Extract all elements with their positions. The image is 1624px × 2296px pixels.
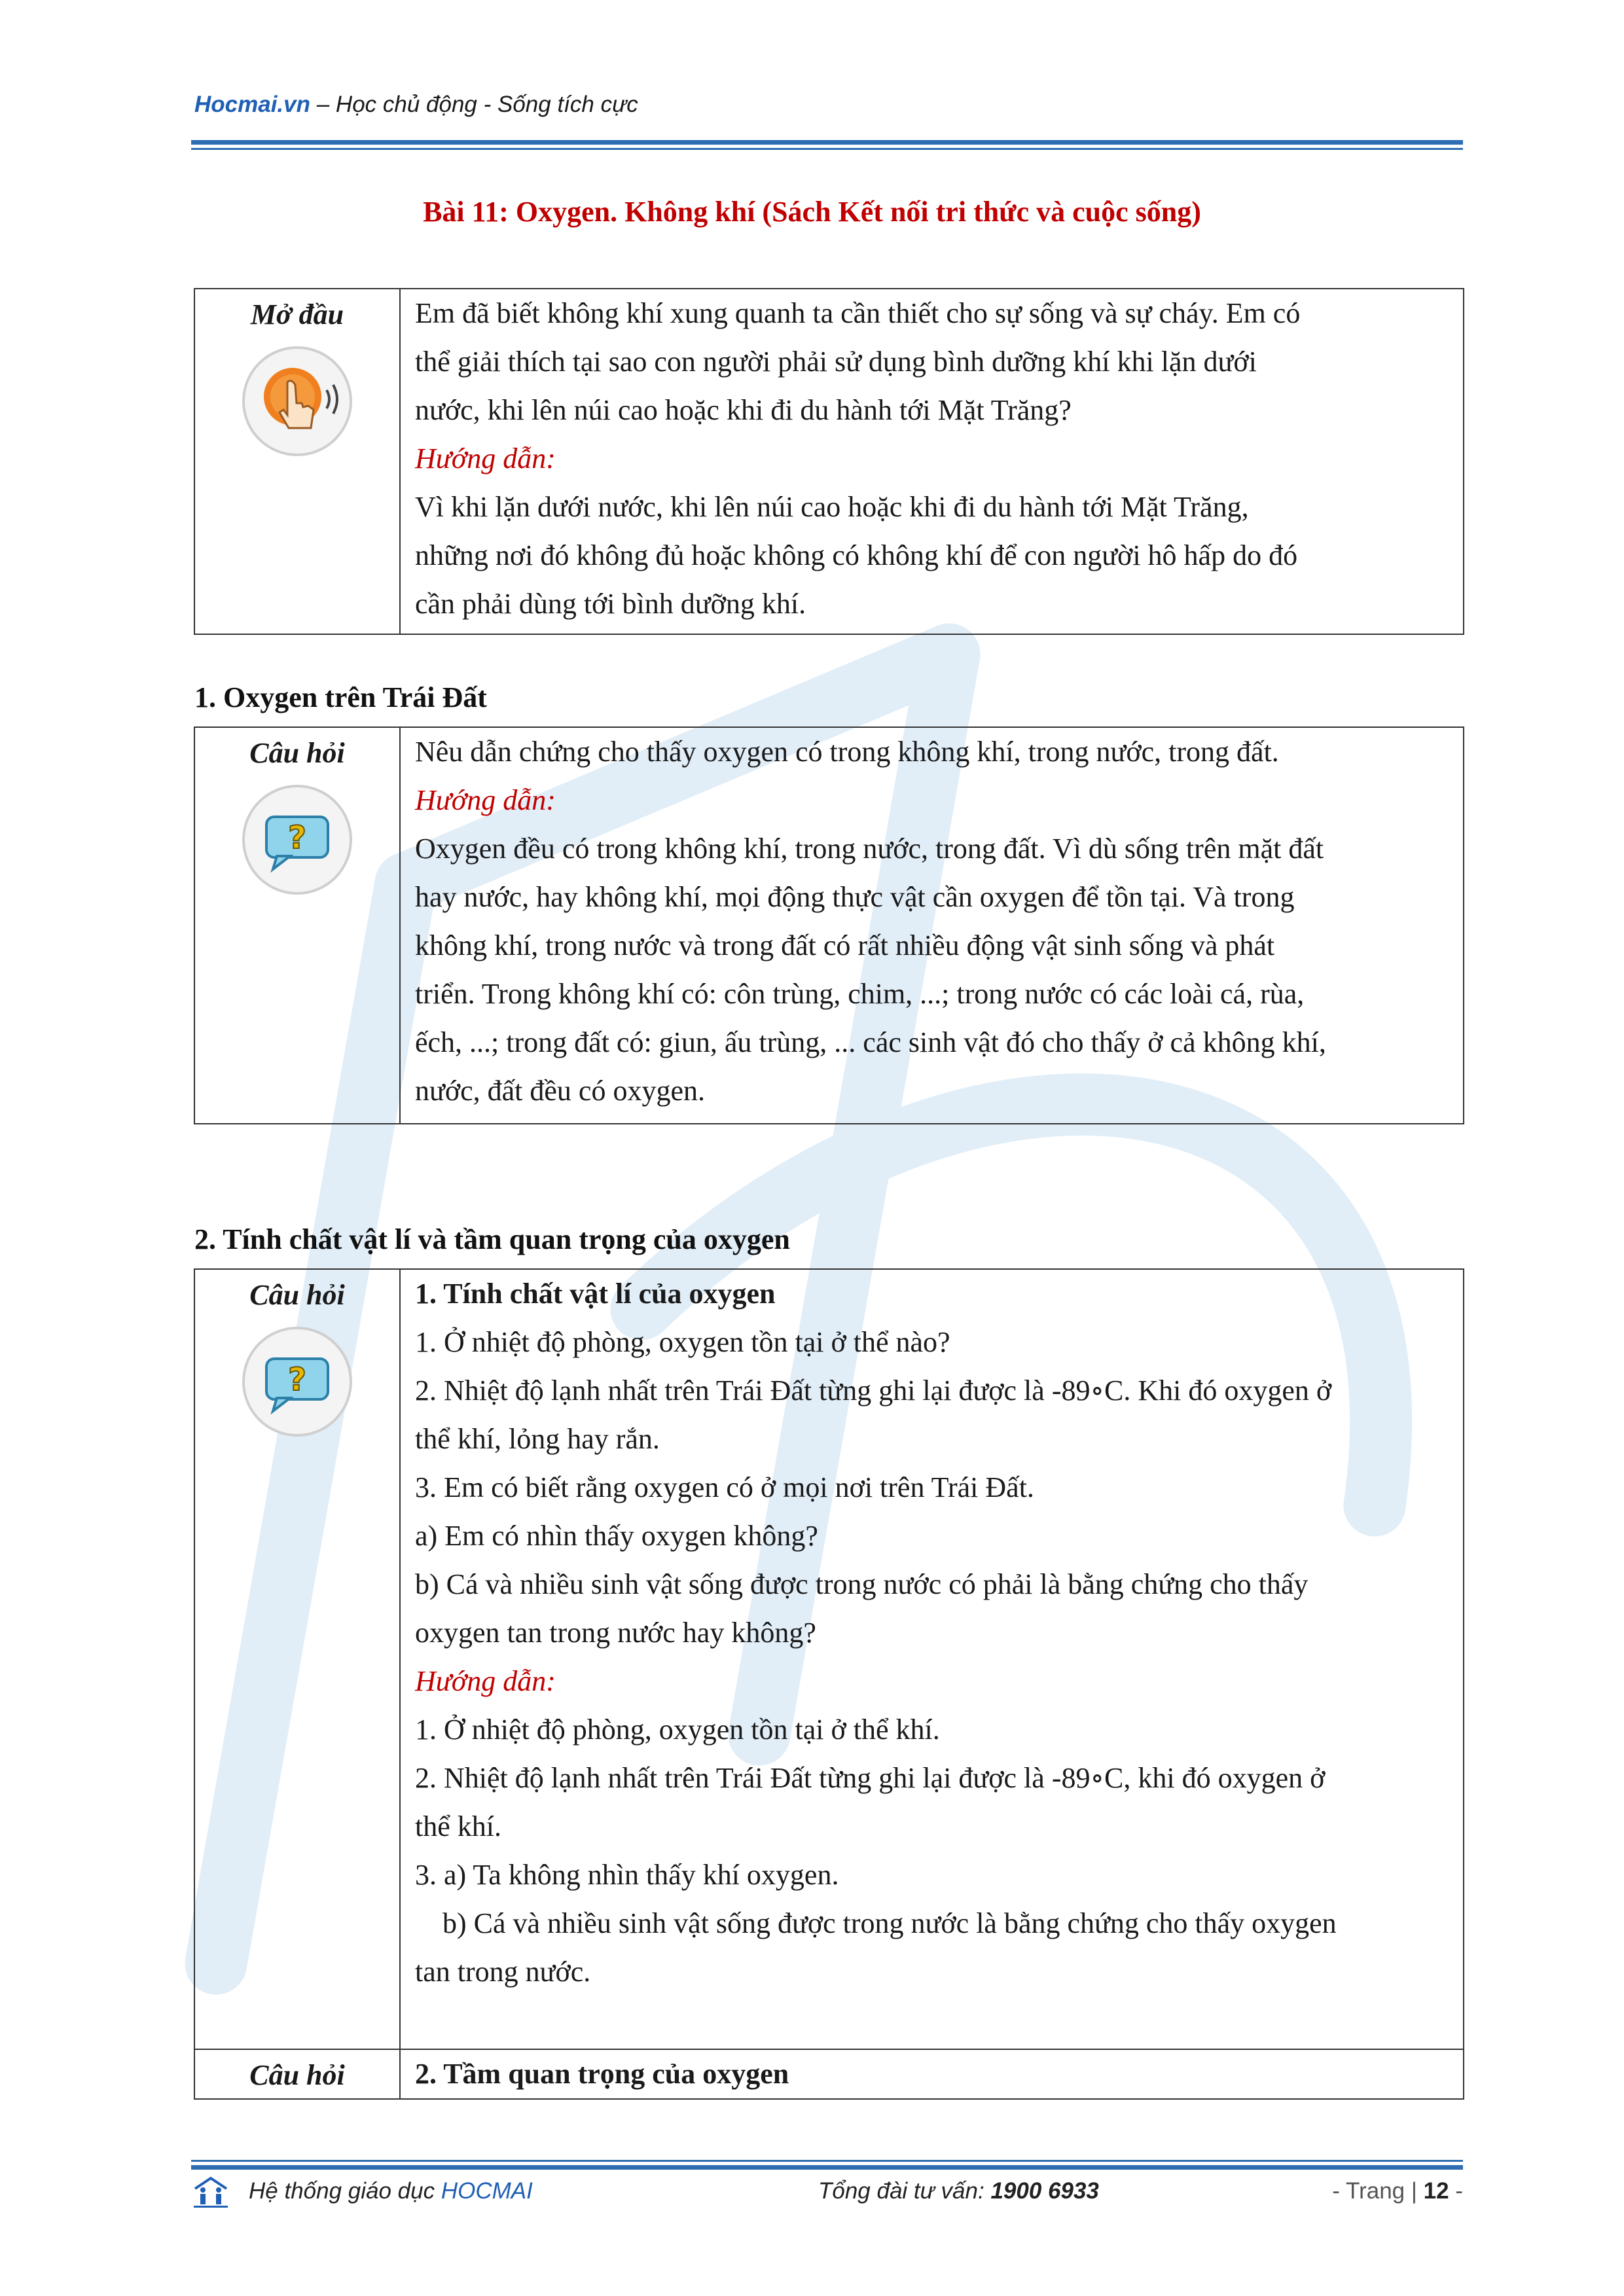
header-rule-thick [191, 140, 1463, 145]
svg-text:?: ? [288, 1361, 306, 1398]
section1-table [194, 726, 1464, 1124]
section1-label-cell [194, 727, 400, 1124]
section2-answer-line: thể khí. [415, 1810, 501, 1842]
section1-content-cell [400, 727, 1464, 1124]
footer-system-prefix: Hệ thống giáo dục [249, 2178, 441, 2204]
svg-text:?: ? [288, 819, 306, 856]
footer-hotline [818, 2178, 1099, 2204]
intro-question-line: thể giải thích tại sao con người phải sử dụng bình dưỡng khí khi lặn dưới [415, 346, 1257, 378]
footer-rule-thick [191, 2165, 1463, 2170]
section2-part2-label-cell [194, 2049, 400, 2099]
section2-answer-line: 2. Nhiệt độ lạnh nhất trên Trái Đất từng ghi lại được là -89∘C, khi đó oxygen ở [415, 1762, 1326, 1794]
intro-guide-label: Hướng dẫn: [415, 442, 556, 475]
section2-question-line: a) Em có nhìn thấy oxygen không? [415, 1520, 818, 1552]
section1-answer-line: hay nước, hay không khí, mọi động thực vật cần oxygen để tồn tại. Và trong [415, 881, 1295, 913]
intro-label-cell [194, 289, 400, 634]
section2-part2-subheading: 2. Tầm quan trọng của oxygen [415, 2058, 789, 2090]
section1-answer-line: không khí, trong nước và trong đất có rất nhiều động vật sinh sống và phát [415, 929, 1275, 961]
intro-answer-line: Vì khi lặn dưới nước, khi lên núi cao hoặc khi đi du hành tới Mặt Trăng, [415, 491, 1249, 523]
intro-label: Mở đầu [250, 298, 344, 331]
intro-question-line: Em đã biết không khí xung quanh ta cần thiết cho sự sống và sự cháy. Em có [415, 297, 1301, 329]
section2-part1-subheading: 1. Tính chất vật lí của oxygen [415, 1278, 776, 1310]
footer-page-value: 12 [1423, 2178, 1449, 2204]
footer-page-number [1263, 2178, 1463, 2204]
table-row [194, 1269, 1464, 2049]
footer-system-brand[interactable]: HOCMAI [441, 2178, 533, 2204]
section2-part2-label: Câu hỏi [249, 2059, 345, 2091]
section2-table [194, 1268, 1464, 2100]
section2-answer-line: b) Cá và nhiều sinh vật sống được trong nước là bằng chứng cho thấy oxygen [442, 1907, 1337, 1939]
section2-question-line: oxygen tan trong nước hay không? [415, 1617, 816, 1649]
section2-answer-line: tan trong nước. [415, 1956, 591, 1988]
question-bubble-icon [240, 783, 354, 897]
footer-rule-thin [191, 2160, 1463, 2162]
page-title: Bài 11: Oxygen. Không khí (Sách Kết nối tri thức và cuộc sống) [423, 196, 1201, 228]
hocmai-logo-icon [191, 2174, 230, 2208]
section2-question-line: 3. Em có biết rằng oxygen có ở mọi nơi trên Trái Đất. [415, 1471, 1034, 1503]
footer-system [249, 2178, 533, 2204]
section2-answer-line: 1. Ở nhiệt độ phòng, oxygen tồn tại ở thể khí. [415, 1713, 940, 1746]
intro-table [194, 288, 1464, 635]
footer-page-suffix: - [1449, 2178, 1463, 2204]
section2-part1-label-cell [194, 1269, 400, 2049]
intro-question-line: nước, khi lên núi cao hoặc khi đi du hành tới Mặt Trăng? [415, 394, 1072, 426]
question-bubble-icon [240, 1325, 354, 1439]
footer-hotline-label: Tổng đài tư vấn: [818, 2178, 991, 2204]
intro-answer-line: những nơi đó không đủ hoặc không có không khí để con người hô hấp do đó [415, 539, 1298, 571]
section1-label: Câu hỏi [249, 737, 345, 769]
section1-answer-line: Oxygen đều có trong không khí, trong nước, trong đất. Vì dù sống trên mặt đất [415, 833, 1324, 865]
section2-heading: 2. Tính chất vật lí và tầm quan trọng của oxygen [194, 1223, 790, 1255]
footer-hotline-number[interactable]: 1900 6933 [990, 2178, 1099, 2204]
intro-answer-line: cần phải dùng tới bình dưỡng khí. [415, 588, 806, 620]
section2-question-line: 2. Nhiệt độ lạnh nhất trên Trái Đất từng ghi lại được là -89∘C. Khi đó oxygen ở [415, 1374, 1332, 1407]
header-rule-thin [191, 148, 1463, 150]
section1-answer-line: triển. Trong không khí có: côn trùng, chim, ...; trong nước có các loài cá, rùa, [415, 978, 1305, 1010]
section2-guide-label: Hướng dẫn: [415, 1665, 556, 1697]
table-row [194, 2049, 1464, 2099]
section1-heading: 1. Oxygen trên Trái Đất [194, 681, 487, 713]
table-row [194, 727, 1464, 1124]
header-brand [194, 92, 638, 118]
header-brand-name[interactable]: Hocmai.vn [194, 92, 310, 117]
section1-answer-line: nước, đất đều có oxygen. [415, 1075, 705, 1107]
section2-part1-content-cell [400, 1269, 1464, 2049]
section2-question-line: 1. Ở nhiệt độ phòng, oxygen tồn tại ở thể nào? [415, 1326, 950, 1358]
section2-question-line: thể khí, lỏng hay rắn. [415, 1423, 660, 1455]
section1-answer-line: ếch, ...; trong đất có: giun, ấu trùng, ... các sinh vật đó cho thấy ở cả không khí, [415, 1026, 1326, 1058]
section1-guide-label: Hướng dẫn: [415, 784, 556, 816]
section2-question-line: b) Cá và nhiều sinh vật sống được trong nước có phải là bằng chứng cho thấy [415, 1568, 1308, 1600]
table-row [194, 289, 1464, 634]
section2-part2-content-cell [400, 2049, 1464, 2099]
section2-answer-line: 3. a) Ta không nhìn thấy khí oxygen. [415, 1859, 839, 1891]
pointing-hand-icon [240, 344, 354, 458]
footer-page-prefix: - Trang | [1332, 2178, 1424, 2204]
section2-part1-label: Câu hỏi [249, 1279, 345, 1311]
intro-content-cell [400, 289, 1464, 634]
header-tagline: – Học chủ động - Sống tích cực [310, 92, 638, 117]
section1-question-line: Nêu dẫn chứng cho thấy oxygen có trong không khí, trong nước, trong đất. [415, 736, 1279, 768]
